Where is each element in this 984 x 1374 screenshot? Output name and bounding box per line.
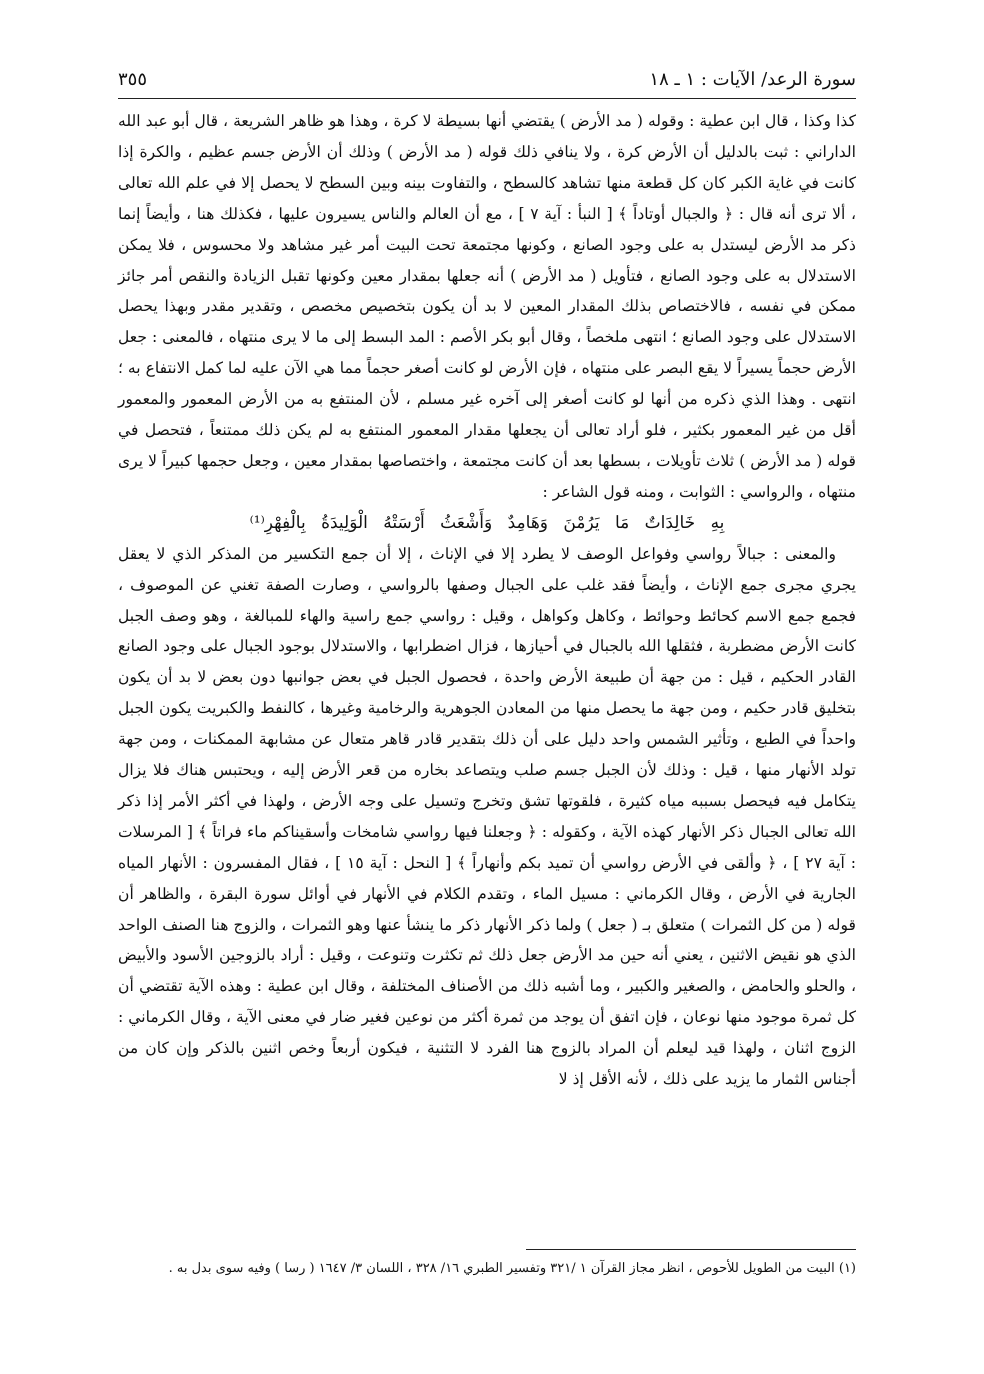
header-rule <box>118 98 856 99</box>
footnote-rule <box>526 1249 856 1250</box>
main-text <box>118 106 856 1095</box>
page-number: ٣٥٥ <box>118 68 148 90</box>
footnote: (١) البيت من الطويل للأحوص ، انظر مجاز القرآن ١ /٣٢١ وتفسير الطبري ١٦/ ٣٢٨ ، اللسان ٣/ ١٦٤٧ ( رسا ) وفيه سوى بدل به . <box>168 1261 856 1276</box>
paragraph-2: والمعنى : جبالاً رواسي وفواعل الوصف لا يطرد إلا في الإناث ، إلا أن جمع التكسير من المذكر الذي لا يعقل يجري مجرى جمع الإناث ، وأيضاً فقد غلب على الجبال وصفها بالرواسي ، وصارت الصفة تغني عن الموصوف ، فجمع جمع الاسم كحائط وحوائط ، وكاهل وكواهل ، وقيل : رواسي جمع راسية والهاء للمبالغة ، وهو وصف الجبل كانت الأرض مضطربة ، فثقلها الله بالجبال في أحيازها ، فزال اضطرابها ، والاستدلال بوجود الجبال على وجود الصانع القادر الحكيم ، قيل : من جهة أن طبيعة الأرض واحدة ، فحصول الجبل في بعض جوانبها دون بعض لا بد أن يكون بتخليق قادر حكيم ، ومن جهة ما يحصل منها من المعادن الجوهرية والرخامية وغيرها ، كالنفط والكبريت يكون الجبل واحداً في الطبع ، وتأثير الشمس واحد دليل على أن ذلك بتقدير قادر قاهر متعال عن مشابهة الممكنات ، ومن جهة تولد الأنهار منها ، قيل : وذلك لأن الجبل جسم صلب ويتصاعد بخاره من قعر الأرض إليه ، ويحتبس هناك فلا يزال يتكامل فيه فيحصل بسببه مياه كثيرة ، فلقوتها تشق وتخرج وتسيل على وجه الأرض ، ولهذا في أكثر الأمر إذا ذكر الله تعالى الجبال ذكر الأنهار كهذه الآية ، وكقوله : ﴿ وجعلنا فيها رواسي شامخات وأسقيناكم ماء فراتاً ﴾ [ المرسلات : آية ٢٧ ] ، ﴿ وألقى في الأرض رواسي أن تميد بكم وأنهاراً ﴾ [ النحل : آية ١٥ ] ، فقال المفسرون : الأنهار المياه الجارية في الأرض ، وقال الكرماني : مسيل الماء ، وتقدم الكلام في الأنهار في أوائل سورة البقرة ، والظاهر أن قوله ( من كل الثمرات ) متعلق بـ ( جعل ) ولما ذكر الأنهار ذكر ما ينشأ عنها وهو الثمرات ، والزوج هنا الصنف الواحد الذي هو نقيض الاثنين ، يعني أنه حين مد الأرض جعل ذلك ثم تكثرت وتنوعت ، وقيل : أراد بالزوجين الأسود والأبيض ، والحلو والحامض ، والصغير والكبير ، وما أشبه ذلك من الأصناف المختلفة ، وقال ابن عطية : وهذه الآية تقتضي أن كل ثمرة موجود منها نوعان ، فإن اتفق أن يوجد من ثمرة أكثر من نوعين فغير ضار في معنى الآية ، وقال الكرماني : الزوج اثنان ، ولهذا قيد ليعلم أن المراد بالزوج هنا الفرد لا التثنية ، فيكون أربعاً وخص اثنين بالذكر وإن كان من أجناس الثمار ما يزيد على ذلك ، لأنه الأقل إذ لا <box>118 544 856 1089</box>
header-title: سورة الرعد/ الآيات : ١ ـ ١٨ <box>649 68 856 90</box>
running-header <box>118 62 856 96</box>
paragraph-1: كذا وكذا ، قال ابن عطية : وقوله ( مد الأرض ) يقتضي أنها بسيطة لا كرة ، وهذا هو ظاهر الشريعة ، قال أبو عبد الله الداراني : ثبت بالدليل أن الأرض كرة ، ولا ينافي ذلك قوله ( مد الأرض ) وذلك أن الأرض جسم عظيم ، والكرة إذا كانت في غاية الكبر كان كل قطعة منها تشاهد كالسطح ، والتفاوت بينه وبين السطح لا يحصل إلا في علم الله تعالى ، ألا ترى أنه قال : ﴿ والجبال أوتاداً ﴾ [ النبأ : آية ٧ ] ، مع أن العالم والناس يسيرون عليها ، فكذلك هنا ، وأيضاً إنما ذكر مد الأرض ليستدل به على وجود الصانع ، وكونها مجتمعة تحت البيت أمر غير مشاهد ولا محسوس ، فلا يمكن الاستدلال به على وجود الصانع ، فتأويل ( مد الأرض ) أنه جعلها بمقدار معين وكونها تقبل الزيادة والنقص أمر جائز ممكن في نفسه ، فالاختصاص بذلك المقدار المعين لا بد أن يكون بتخصيص مخصص ، وتقدير مقدر وبهذا يحصل الاستدلال على وجود الصانع ؛ انتهى ملخصاً ، وقال أبو بكر الأصم : المد البسط إلى ما لا يرى منتهاه ، فالمعنى : جعل الأرض حجماً يسيراً لا يقع البصر على منتهاه ، فإن الأرض لو كانت أصغر حجماً مما هي الآن عليه لما كمل الانتفاع به ؛ انتهى . وهذا الذي ذكره من أنها لو كانت أصغر إلى آخره غير مسلم ، لأن المنتفع به من الأرض المعمور والمعمور أقل من غير المعمور بكثير ، فلو أراد تعالى أن يجعلها مقدار المعمور المنتفع به لم يكن ذلك ممتنعاً ، فتحصل في قوله ( مد الأرض ) ثلاث تأويلات ، بسطها بعد أن كانت مجتمعة ، واختصاصها بمقدار معين ، وجعل حجمها كبيراً لا يرى منتهاه ، والرواسي : الثوابت ، ومنه قول الشاعر : <box>118 112 856 501</box>
poetry-verse: بِهِ خَالِدَاتٌ مَا يَرُمْنَ وَهَامِدٌ وَأَشْعَثُ أَرْسَتْهُ الْوَلِيدَةُ بِالْفِهْرِ⁽¹⁾ <box>249 512 725 533</box>
